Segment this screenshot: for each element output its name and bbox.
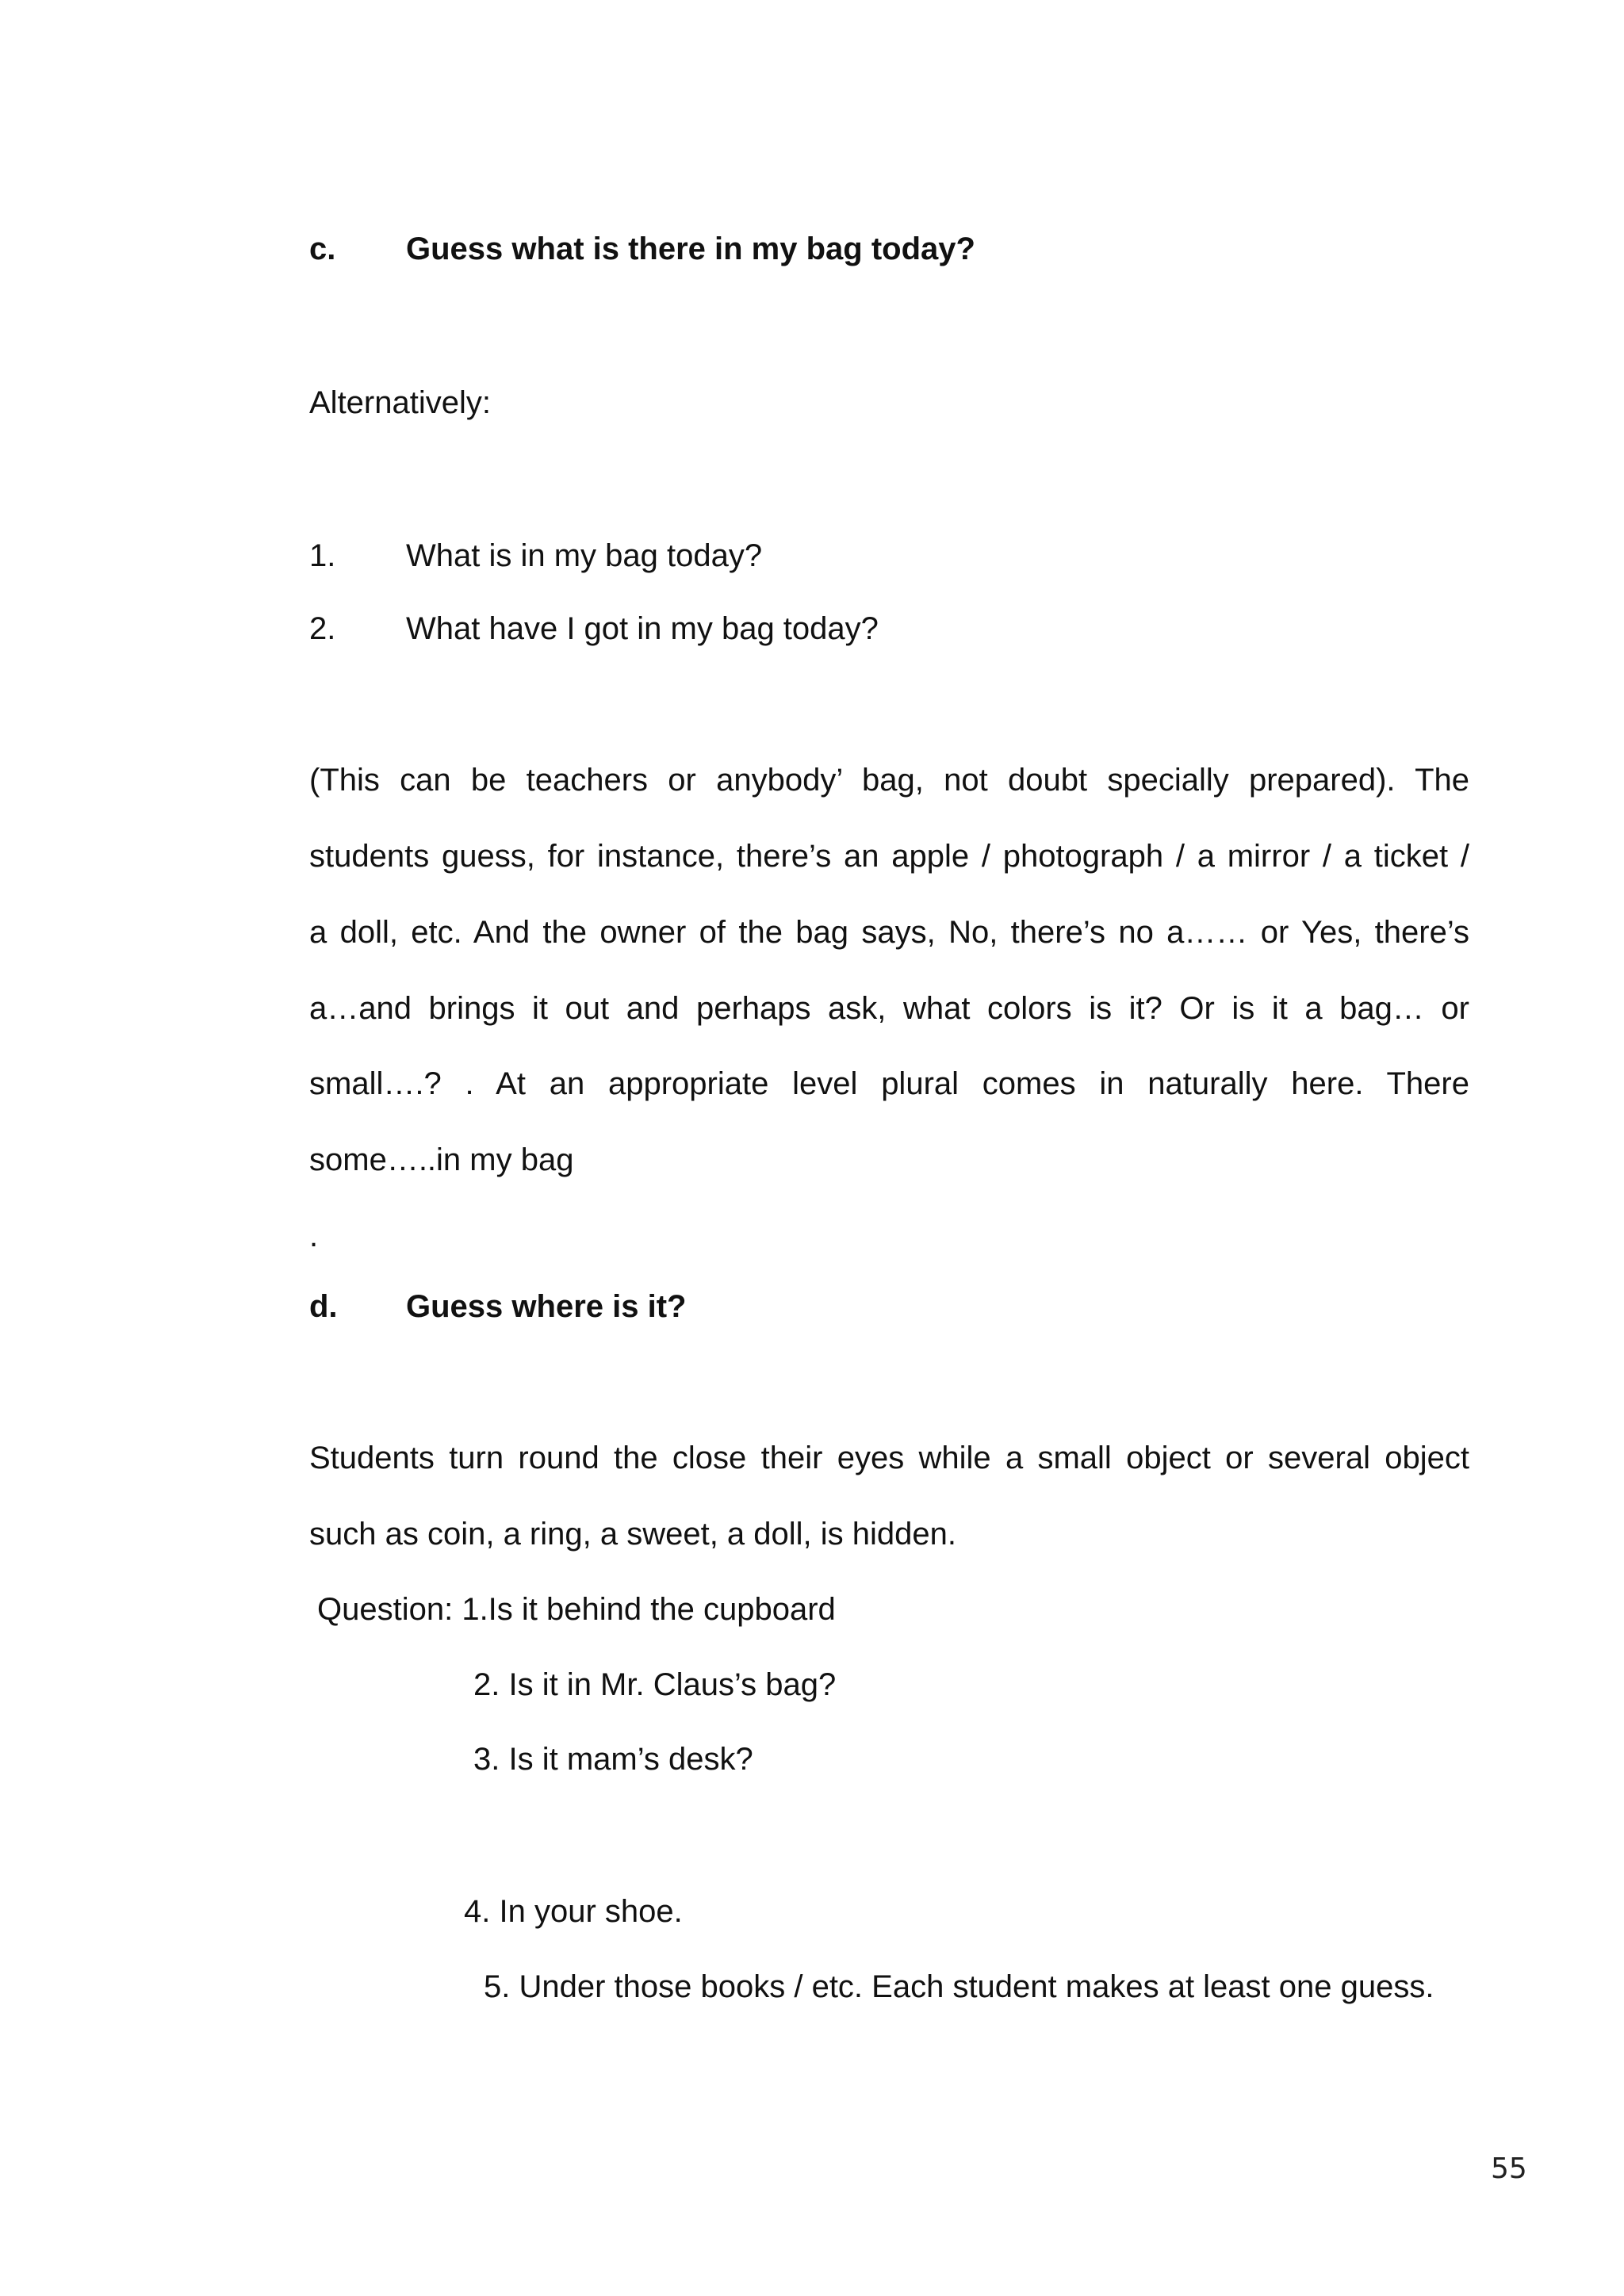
section-c-title: Guess what is there in my bag today? (406, 232, 975, 266)
paragraph-d-line: Students turn round the close their eyes while a small object or several object (309, 1441, 1469, 1475)
question-item: 2. Is it in Mr. Claus’s bag? (473, 1667, 837, 1702)
paragraph-d-line: such as coin, a ring, a sweet, a doll, is hidden. (309, 1517, 957, 1552)
page-number: 55 (1491, 2152, 1527, 2185)
stray-period: . (309, 1219, 319, 1253)
alternative-text: What is in my bag today? (406, 538, 763, 573)
question-item: 5. Under those books / etc. Each student makes at least one guess. (484, 1969, 1434, 2004)
paragraph-c-line: small….? . At an appropriate level plural comes in naturally here. There (309, 1066, 1469, 1101)
question-item: 4. In your shoe. (464, 1894, 683, 1929)
alternative-number: 1. (309, 538, 336, 573)
paragraph-c-line: a doll, etc. And the owner of the bag says, No, there’s no a…… or Yes, there’s (309, 915, 1469, 950)
section-d-marker: d. (309, 1289, 338, 1324)
paragraph-c-line: students guess, for instance, there’s an apple / photograph / a mirror / a ticket / (309, 839, 1469, 874)
alternative-number: 2. (309, 611, 336, 646)
paragraph-c-line: some…..in my bag (309, 1142, 574, 1177)
paragraph-c-line: a…and brings it out and perhaps ask, what colors is it? Or is it a bag… or (309, 991, 1469, 1026)
alternative-text: What have I got in my bag today? (406, 611, 879, 646)
paragraph-c-line: (This can be teachers or anybody’ bag, not doubt specially prepared). The (309, 763, 1469, 798)
alternatively-label: Alternatively: (309, 385, 491, 420)
section-c-marker: c. (309, 232, 336, 266)
question-label-line: Question: 1.Is it behind the cupboard (317, 1592, 836, 1627)
question-item: 3. Is it mam’s desk? (473, 1742, 753, 1777)
section-d-title: Guess where is it? (406, 1289, 687, 1324)
